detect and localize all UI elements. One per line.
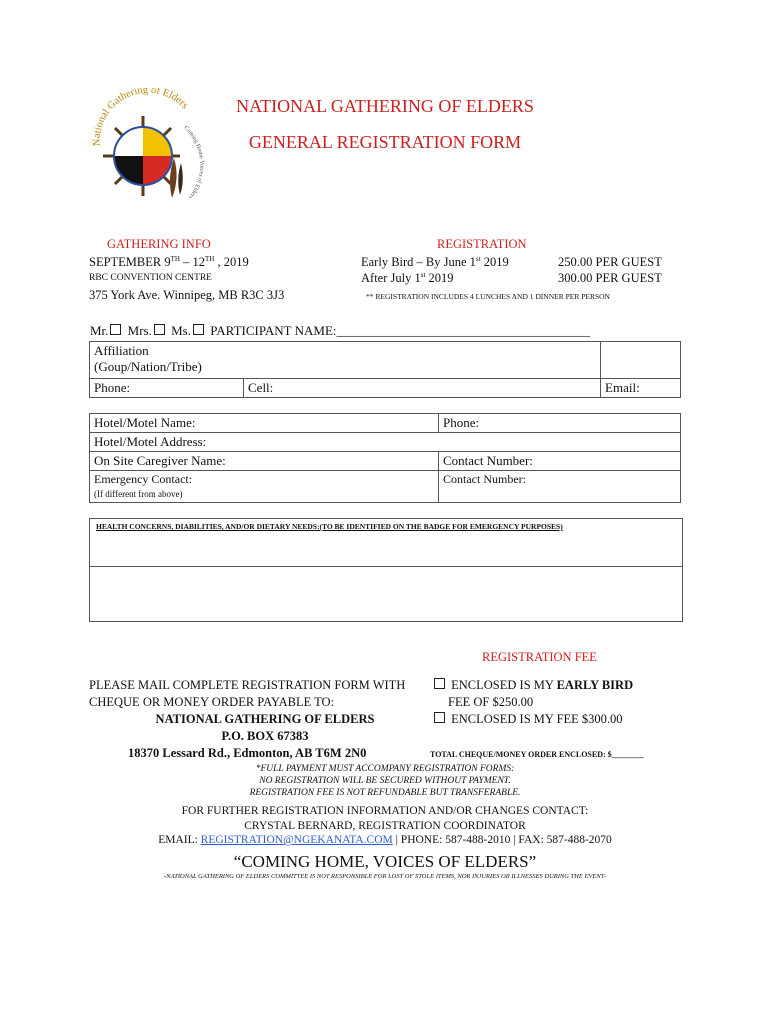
affiliation-sublabel: (Goup/Nation/Tribe) xyxy=(94,359,202,374)
hotel-phone-label: Phone: xyxy=(443,415,480,430)
late-price: 300.00 PER GUEST xyxy=(558,271,662,285)
affiliation-label-cell xyxy=(90,342,601,379)
cell-label: Cell: xyxy=(248,380,274,395)
caregiver-contact-label: Contact Number: xyxy=(443,453,533,468)
emergency-contact-field[interactable] xyxy=(90,471,439,503)
phone-label: Phone: xyxy=(94,380,131,395)
logo-side-text: Coming Home Voices of Elders xyxy=(182,125,205,200)
total-enclosed[interactable]: TOTAL CHEQUE/MONEY ORDER ENCLOSED: $________ xyxy=(430,750,644,759)
hotel-address-field[interactable] xyxy=(90,433,681,452)
registration-note: ** REGISTRATION INCLUDES 4 LUNCHES AND 1 DINNER PER PERSON xyxy=(366,292,610,301)
fee-option-early-amount: FEE OF $250.00 xyxy=(448,695,534,709)
title-mrs: Mrs. xyxy=(127,323,152,338)
email-label: Email: xyxy=(605,380,640,395)
phone-field[interactable] xyxy=(90,379,244,398)
contact-email-link[interactable]: REGISTRATION@NGEKANATA.COM xyxy=(200,834,393,846)
registration-heading: REGISTRATION xyxy=(437,237,527,251)
disclaimer: -NATIONAL GATHERING OF ELDERS COMMITTEE IS NOT RESPONSIBLE FOR LOST OF STOLE ITEMS, NOR INJURIES OR ILLNESSES DURING THE EVENT- xyxy=(164,873,606,880)
venue-address: 375 York Ave. Winnipeg, MB R3C 3J3 xyxy=(89,288,285,302)
mail-instruction-1: PLEASE MAIL COMPLETE REGISTRATION FORM WITH xyxy=(89,678,406,692)
venue-name: RBC CONVENTION CENTRE xyxy=(89,273,212,283)
cell-field[interactable] xyxy=(244,379,601,398)
participant-name-field[interactable]: _______________________________________ xyxy=(336,323,590,338)
payment-note-3: REGISTRATION FEE IS NOT REFUNDABLE BUT TRANSFERABLE. xyxy=(249,788,521,798)
payment-note-2: NO REGISTRATION WILL BE SECURED WITHOUT PAYMENT. xyxy=(259,776,511,786)
logo-arc-text: National Gathering of Elders xyxy=(91,88,191,147)
participant-row xyxy=(90,323,590,339)
hotel-name-label: Hotel/Motel Name: xyxy=(94,415,196,430)
contact-line-2: CRYSTAL BERNARD, REGISTRATION COORDINATOR xyxy=(244,820,526,832)
participant-name-label: PARTICIPANT NAME: xyxy=(210,323,337,338)
mail-instruction-2: CHEQUE OR MONEY ORDER PAYABLE TO: xyxy=(89,695,335,709)
contact-table xyxy=(89,341,681,398)
gathering-info-heading: GATHERING INFO xyxy=(107,237,211,251)
ms-checkbox[interactable] xyxy=(193,324,204,335)
hotel-table xyxy=(89,413,681,503)
late-label: After July 1st 2019 xyxy=(361,271,454,286)
page-title: NATIONAL GATHERING OF ELDERS xyxy=(236,96,534,116)
regular-fee-checkbox[interactable] xyxy=(434,712,445,723)
contact-line-1: FOR FURTHER REGISTRATION INFORMATION AND/OR CHANGES CONTACT: xyxy=(181,805,589,817)
caregiver-field[interactable] xyxy=(90,452,439,471)
emergency-contact-number-label: Contact Number: xyxy=(443,472,526,486)
mrs-checkbox[interactable] xyxy=(154,324,165,335)
caregiver-label: On Site Caregiver Name: xyxy=(94,453,226,468)
payee-street: 18370 Lessard Rd., Edmonton, AB T6M 2N0 xyxy=(128,746,367,760)
form-subtitle: GENERAL REGISTRATION FORM xyxy=(248,132,522,152)
email-field[interactable] xyxy=(601,379,681,398)
health-field-2[interactable] xyxy=(90,567,682,621)
hotel-name-field[interactable] xyxy=(90,414,439,433)
emergency-contact-number-field[interactable] xyxy=(439,471,681,503)
title-mr: Mr. xyxy=(90,323,109,338)
health-field-1[interactable] xyxy=(90,535,682,565)
contact-line-3: EMAIL: REGISTRATION@NGEKANATA.COM | PHONE: 587-488-2010 | FAX: 587-488-2070 xyxy=(158,834,612,846)
payment-note-1: *FULL PAYMENT MUST ACCOMPANY REGISTRATION FORMS: xyxy=(255,764,515,774)
fee-option-regular: ENCLOSED IS MY FEE $300.00 xyxy=(432,712,623,727)
registration-fee-heading: REGISTRATION FEE xyxy=(482,650,597,664)
early-bird-checkbox[interactable] xyxy=(434,678,445,689)
emergency-contact-note: (If different from above) xyxy=(94,489,183,499)
mr-checkbox[interactable] xyxy=(110,324,121,335)
health-label: HEALTH CONCERNS, DIABILITIES, AND/OR DIETARY NEEDS:(TO BE IDENTIFIED ON THE BADGE FOR EMERGENCY PURPOSES) xyxy=(96,522,563,531)
affiliation-field[interactable] xyxy=(601,342,681,379)
emergency-contact-label: Emergency Contact: xyxy=(94,472,193,486)
affiliation-label: Affiliation xyxy=(94,343,149,358)
title-ms: Ms. xyxy=(171,323,191,338)
hotel-address-label: Hotel/Motel Address: xyxy=(94,434,207,449)
early-bird-price: 250.00 PER GUEST xyxy=(558,255,662,269)
caregiver-contact-field[interactable] xyxy=(439,452,681,471)
health-box xyxy=(89,518,683,622)
slogan: “COMING HOME, VOICES OF ELDERS” xyxy=(233,852,537,871)
gathering-dates: SEPTEMBER 9TH – 12TH , 2019 xyxy=(89,255,249,270)
fee-option-early: ENCLOSED IS MY EARLY BIRD xyxy=(432,678,633,693)
hotel-phone-field[interactable] xyxy=(439,414,681,433)
payee-pobox: P.O. BOX 67383 xyxy=(221,729,309,743)
payee-name: NATIONAL GATHERING OF ELDERS xyxy=(155,712,375,726)
early-bird-label: Early Bird – By June 1st 2019 xyxy=(361,255,509,270)
